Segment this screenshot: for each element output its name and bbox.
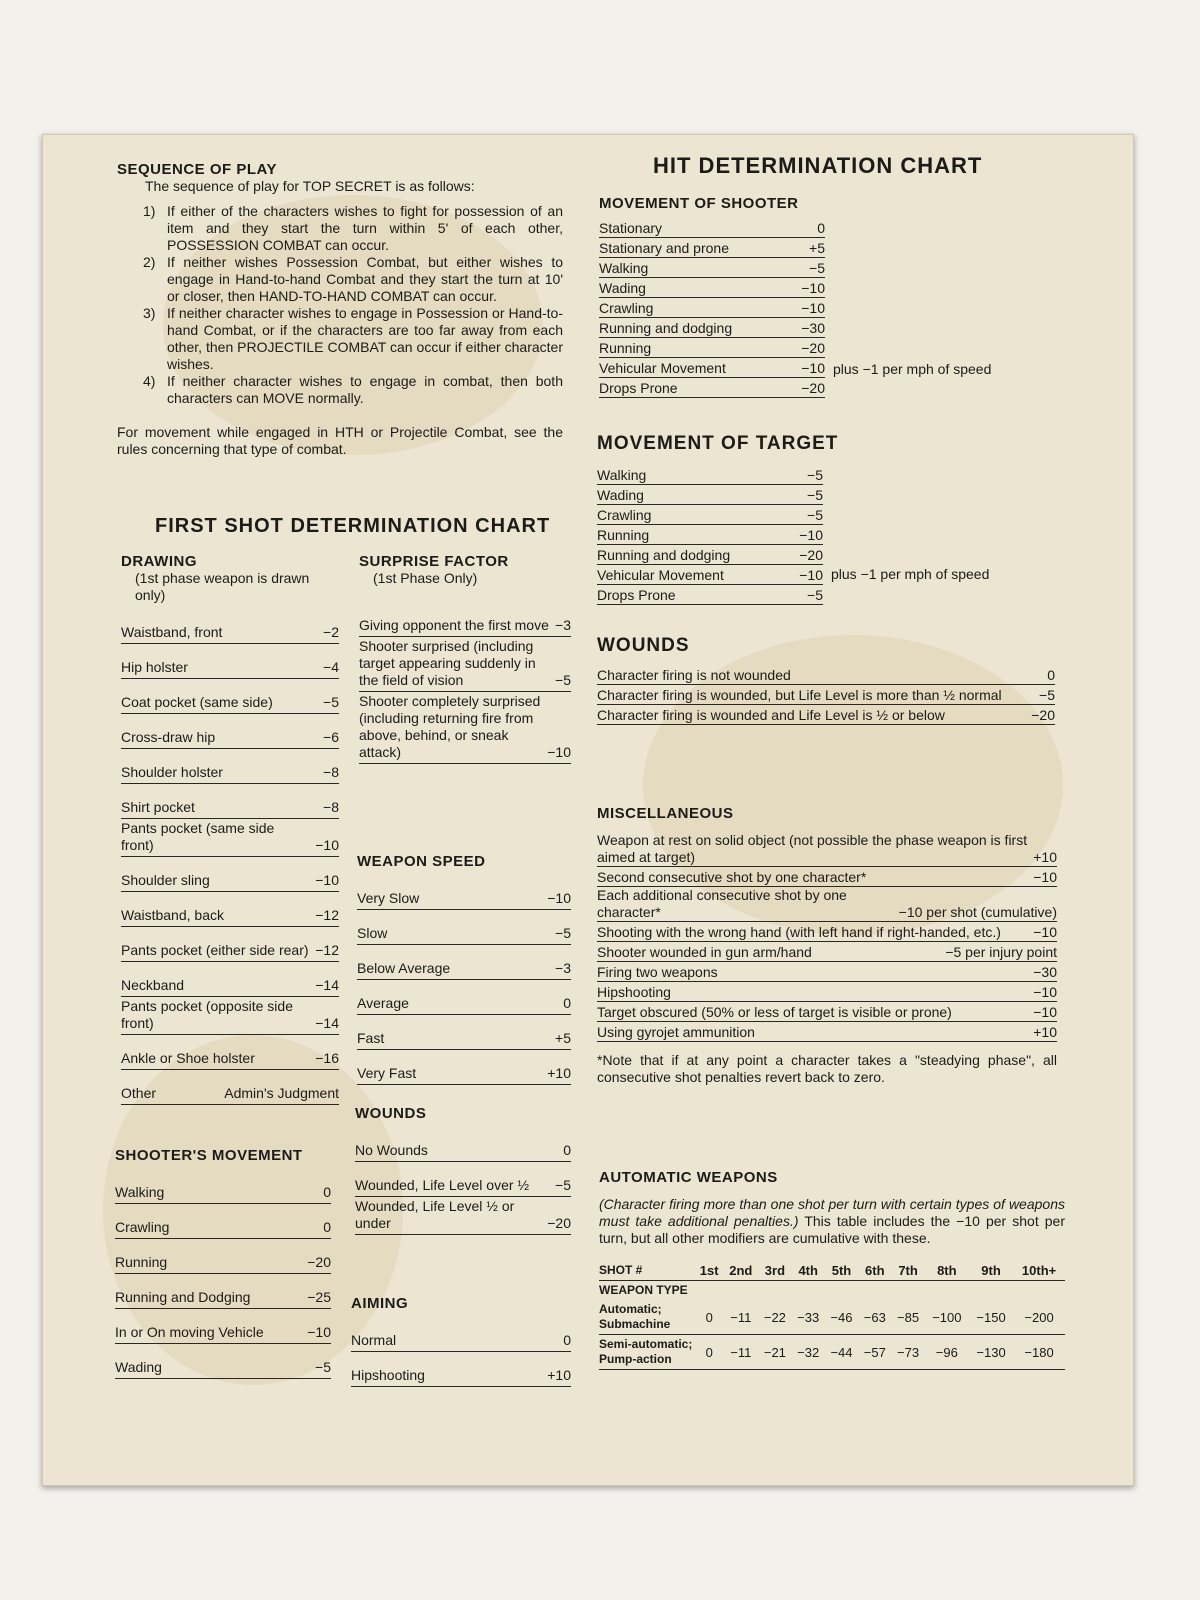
aiming-value: +10 [547, 1367, 571, 1383]
drawing-subtitle: (1st phase weapon is drawn only) [135, 570, 310, 603]
drawing-row [121, 963, 339, 997]
shooters-movement-value: −25 [307, 1289, 331, 1305]
drawing-value: −14 [315, 977, 339, 993]
sequence-step-text: If neither character wishes to engage in combat, then both characters can MOVE normally. [167, 373, 563, 406]
drawing-label: Pants pocket (either side rear) [121, 942, 309, 958]
shot-number: 5th [825, 1261, 858, 1281]
fs-wounds-row [355, 1163, 571, 1197]
hit-wounds-row [597, 685, 1055, 705]
drawing-value: −10 [315, 837, 339, 853]
hit-chart-title: HIT DETERMINATION CHART [653, 153, 983, 178]
sequence-title: SEQUENCE OF PLAY [117, 161, 277, 178]
surprise-label: Giving opponent the first move [359, 617, 549, 633]
misc-row [597, 962, 1057, 982]
misc-label: Weapon at rest on solid object (not possible the phase weapon is first aimed at target) [597, 832, 1028, 865]
movement-shooter-row [599, 278, 825, 298]
shooters-movement-row [115, 1170, 331, 1204]
penalty-value: −180 [1013, 1335, 1065, 1370]
drawing-row [121, 1071, 339, 1105]
shot-number: 9th [969, 1261, 1013, 1281]
drawing-row [121, 858, 339, 892]
hit-wounds-value: 0 [1047, 667, 1055, 683]
penalty-value: −150 [969, 1300, 1013, 1335]
penalty-value: −85 [891, 1300, 924, 1335]
movement-target-row [597, 585, 823, 605]
weapon-speed-label: Average [357, 995, 409, 1011]
penalty-value: −73 [891, 1335, 924, 1370]
weapon-speed-table [357, 876, 571, 1085]
shot-number: 6th [858, 1261, 891, 1281]
misc-label: Using gyrojet ammunition [597, 1024, 755, 1040]
penalty-value: −100 [925, 1300, 969, 1335]
drawing-title: DRAWING [121, 553, 197, 570]
movement-shooter-label: Stationary [599, 220, 663, 236]
drawing-row [121, 1036, 339, 1070]
movement-shooter-label: Running and dodging [599, 320, 733, 336]
drawing-value: −8 [323, 799, 339, 815]
movement-target-value: −5 [807, 587, 823, 603]
shooters-movement-label: Wading [115, 1359, 162, 1375]
shot-number: 8th [925, 1261, 969, 1281]
movement-target-row [597, 525, 823, 545]
weapon-speed-row [357, 981, 571, 1015]
surprise-label: Shooter completely surprised (including returning fire from above, behind, or sneak attack) [359, 693, 541, 760]
penalty-value: −46 [825, 1300, 858, 1335]
weapon-row [599, 1335, 1065, 1370]
weapon-name: Automatic; Submachine [599, 1300, 695, 1335]
weapon-speed-label: Below Average [357, 960, 451, 976]
misc-section [597, 805, 1057, 1086]
movement-shooter-value: +5 [809, 240, 825, 256]
aiming-section [351, 1295, 571, 1388]
movement-shooter-label: Vehicular Movement [599, 360, 726, 376]
weapon-speed-row [357, 946, 571, 980]
movement-target-row [597, 465, 823, 485]
misc-label: Shooter wounded in gun arm/hand [597, 944, 812, 960]
shooters-movement-row [115, 1275, 331, 1309]
weapon-type-label: WEAPON TYPE [599, 1283, 688, 1297]
penalty-value: −11 [723, 1335, 758, 1370]
penalty-value: −200 [1013, 1300, 1065, 1335]
drawing-label: Hip holster [121, 659, 188, 675]
shooters-movement-value: −5 [315, 1359, 331, 1375]
drawing-value: −6 [323, 729, 339, 745]
movement-shooter-label: Running [599, 340, 652, 356]
movement-target-label: Drops Prone [597, 587, 676, 603]
hit-wounds-section [597, 635, 1055, 725]
shooters-movement-row [115, 1310, 331, 1344]
shooters-movement-row [115, 1240, 331, 1274]
drawing-value: −5 [323, 694, 339, 710]
movement-shooter-label: Walking [599, 260, 649, 276]
fs-wounds-section [355, 1105, 571, 1236]
movement-shooter-title: MOVEMENT OF SHOOTER [599, 195, 799, 212]
shooters-movement-title: SHOOTER'S MOVEMENT [115, 1147, 303, 1164]
drawing-row [121, 645, 339, 679]
penalty-value: −22 [758, 1300, 791, 1335]
sequence-step-text: If neither wishes Possession Combat, but either wishes to engage in Hand-to-hand Combat and they start the turn at 10' or closer, then HAND-TO-HAND COMBAT can occur. [167, 254, 563, 304]
movement-shooter-row [599, 358, 825, 378]
drawing-row [121, 750, 339, 784]
fs-wounds-label: No Wounds [355, 1142, 428, 1158]
movement-target-value: −20 [799, 547, 823, 563]
shooters-movement-section [115, 1147, 331, 1380]
penalty-value: −21 [758, 1335, 791, 1370]
drawing-row [121, 785, 339, 819]
movement-target-label: Running [597, 527, 650, 543]
drawing-value: −16 [315, 1050, 339, 1066]
drawing-label: Other [121, 1085, 157, 1101]
shooters-movement-value: −10 [307, 1324, 331, 1340]
automatic-weapons-title: AUTOMATIC WEAPONS [599, 1169, 778, 1186]
movement-target-row [597, 565, 823, 585]
movement-shooter-label: Stationary and prone [599, 240, 729, 256]
automatic-weapons-desc-italic: (Character firing more than one shot per turn with certain types of weapons must take additional penalties.) [599, 1196, 1065, 1229]
drawing-label: Waistband, back [121, 907, 224, 923]
movement-shooter-row [599, 298, 825, 318]
weapon-speed-label: Slow [357, 925, 388, 941]
shooters-movement-label: Crawling [115, 1219, 170, 1235]
weapon-speed-value: −5 [555, 925, 571, 941]
movement-target-value: −5 [807, 467, 823, 483]
drawing-value: −12 [315, 907, 339, 923]
movement-shooter-value: −5 [809, 260, 825, 276]
sequence-intro: The sequence of play for TOP SECRET is as follows: [145, 178, 475, 194]
drawing-label: Pants pocket (same side front) [121, 820, 275, 853]
hit-wounds-label: Character firing is not wounded [597, 667, 791, 683]
drawing-row [121, 928, 339, 962]
drawing-table [121, 610, 339, 1105]
misc-row [597, 1002, 1057, 1022]
shot-number: 3rd [758, 1261, 791, 1281]
misc-row [597, 922, 1057, 942]
movement-shooter-row [599, 258, 825, 278]
weapon-speed-value: +5 [555, 1030, 571, 1046]
drawing-label: Cross-draw hip [121, 729, 216, 745]
misc-row [597, 867, 1057, 887]
automatic-weapons-desc [599, 1196, 1065, 1247]
drawing-row [121, 820, 339, 857]
penalty-value: −57 [858, 1335, 891, 1370]
aiming-label: Normal [351, 1332, 397, 1348]
weapon-speed-value: +10 [547, 1065, 571, 1081]
weapon-name: Semi-automatic; Pump-action [599, 1335, 695, 1370]
drawing-value: −10 [315, 872, 339, 888]
surprise-section [359, 553, 571, 765]
misc-value: −10 [1033, 1004, 1057, 1020]
drawing-value: Admin's Judgment [224, 1085, 339, 1101]
movement-target-row [597, 485, 823, 505]
surprise-row [359, 638, 571, 692]
movement-shooter-value: −10 [801, 360, 825, 376]
shot-header-row [599, 1261, 1065, 1281]
penalty-value: 0 [695, 1300, 723, 1335]
movement-target-row [597, 545, 823, 565]
movement-target-value: −5 [807, 487, 823, 503]
sequence-step-number: 4) [143, 373, 156, 389]
aiming-row [351, 1353, 571, 1387]
surprise-value: −10 [547, 744, 571, 760]
surprise-label: Shooter surprised (including target appearing suddenly in the field of vision [359, 638, 536, 688]
misc-row [597, 832, 1057, 867]
misc-title: MISCELLANEOUS [597, 805, 734, 822]
misc-table [597, 832, 1057, 1042]
movement-target-row [597, 505, 823, 525]
sequence-step-text: If neither character wishes to engage in Possession or Hand-to-hand Combat, or if the characters are too far away from each other, then PROJECTILE COMBAT can occur if either character wishes. [167, 305, 563, 372]
misc-value: −10 [1033, 869, 1057, 885]
penalty-value: −44 [825, 1335, 858, 1370]
movement-target-section [597, 433, 1037, 605]
drawing-label: Pants pocket (opposite side front) [121, 998, 293, 1031]
penalty-value: −63 [858, 1300, 891, 1335]
misc-value: −30 [1033, 964, 1057, 980]
misc-value: −10 per shot (cumulative) [898, 904, 1057, 920]
fs-wounds-value: −5 [555, 1177, 571, 1193]
shot-number: 1st [695, 1261, 723, 1281]
sequence-step [117, 254, 563, 305]
shooters-movement-label: In or On moving Vehicle [115, 1324, 264, 1340]
aiming-value: 0 [563, 1332, 571, 1348]
shooters-movement-label: Running and Dodging [115, 1289, 251, 1305]
movement-target-value: −5 [807, 507, 823, 523]
fs-wounds-row [355, 1198, 571, 1235]
penalty-value: −33 [792, 1300, 825, 1335]
weapon-speed-value: −3 [555, 960, 571, 976]
weapon-type-row [599, 1281, 1065, 1301]
misc-label: Firing two weapons [597, 964, 718, 980]
drawing-label: Neckband [121, 977, 185, 993]
drawing-label: Shoulder sling [121, 872, 210, 888]
drawing-section [121, 553, 339, 1106]
penalty-value: −32 [792, 1335, 825, 1370]
shooters-movement-label: Running [115, 1254, 168, 1270]
misc-value: +10 [1033, 849, 1057, 865]
movement-shooter-section [599, 195, 1039, 398]
hit-wounds-value: −20 [1031, 707, 1055, 723]
penalty-value: 0 [695, 1335, 723, 1370]
drawing-row [121, 715, 339, 749]
misc-label: Second consecutive shot by one character* [597, 869, 867, 885]
fs-wounds-label: Wounded, Life Level over ½ [355, 1177, 530, 1193]
misc-label: Hipshooting [597, 984, 671, 1000]
movement-target-title: MOVEMENT OF TARGET [597, 433, 839, 454]
drawing-value: −4 [323, 659, 339, 675]
movement-shooter-value: −20 [801, 380, 825, 396]
hit-wounds-value: −5 [1039, 687, 1055, 703]
shooters-movement-row [115, 1205, 331, 1239]
shooters-movement-value: −20 [307, 1254, 331, 1270]
weapon-speed-section [357, 853, 571, 1086]
movement-target-table [597, 465, 823, 605]
surprise-title: SURPRISE FACTOR [359, 553, 509, 570]
sequence-footer: For movement while engaged in HTH or Projectile Combat, see the rules concerning that type of combat. [117, 424, 563, 457]
weapon-speed-row [357, 876, 571, 910]
fs-wounds-value: 0 [563, 1142, 571, 1158]
movement-target-value: −10 [799, 567, 823, 583]
shot-number: 10th+ [1013, 1261, 1065, 1281]
sequence-step-number: 3) [143, 305, 156, 321]
drawing-row [121, 610, 339, 644]
sequence-step [117, 373, 563, 407]
penalty-value: −96 [925, 1335, 969, 1370]
automatic-weapons-desc-rest: This table includes the −10 per shot per turn, but all other modifiers are cumulative with these. [599, 1213, 1066, 1246]
drawing-row [121, 998, 339, 1035]
fs-wounds-label: Wounded, Life Level ½ or under [355, 1198, 515, 1231]
shooters-movement-value: 0 [323, 1219, 331, 1235]
misc-value: −10 [1033, 984, 1057, 1000]
shooters-movement-row [115, 1345, 331, 1379]
hit-wounds-row [597, 665, 1055, 685]
shooters-movement-label: Walking [115, 1184, 165, 1200]
shot-number: 7th [891, 1261, 924, 1281]
sequence-step [117, 305, 563, 373]
movement-shooter-row [599, 338, 825, 358]
hit-wounds-label: Character firing is wounded, but Life Level is more than ½ normal [597, 687, 1002, 703]
weapon-speed-row [357, 1051, 571, 1085]
weapon-speed-title: WEAPON SPEED [357, 853, 486, 870]
automatic-weapons-section [599, 1169, 1065, 1370]
drawing-row [121, 893, 339, 927]
first-shot-title: FIRST SHOT DETERMINATION CHART [155, 515, 551, 537]
surprise-value: −3 [555, 617, 571, 633]
misc-value: −10 [1033, 924, 1057, 940]
drawing-value: −8 [323, 764, 339, 780]
drawing-value: −12 [315, 942, 339, 958]
drawing-value: −2 [323, 624, 339, 640]
movement-shooter-value: −30 [801, 320, 825, 336]
aiming-row [351, 1318, 571, 1352]
sequence-step [117, 203, 563, 254]
misc-label: Shooting with the wrong hand (with left hand if right-handed, etc.) [597, 924, 1001, 940]
movement-shooter-row [599, 238, 825, 258]
movement-target-label: Running and dodging [597, 547, 731, 563]
shot-number: 4th [792, 1261, 825, 1281]
movement-shooter-value: −20 [801, 340, 825, 356]
movement-shooter-label: Drops Prone [599, 380, 678, 396]
movement-target-label: Wading [597, 487, 644, 503]
fs-wounds-title: WOUNDS [355, 1105, 427, 1122]
movement-shooter-row [599, 218, 825, 238]
weapon-speed-label: Very Slow [357, 890, 420, 906]
hit-wounds-title: WOUNDS [597, 635, 690, 656]
mt-vehicular-note: plus −1 per mph of speed [831, 566, 990, 582]
sequence-step-number: 1) [143, 203, 156, 219]
misc-row [597, 982, 1057, 1002]
drawing-label: Shoulder holster [121, 764, 223, 780]
fs-wounds-row [355, 1128, 571, 1162]
fs-wounds-value: −20 [547, 1215, 571, 1231]
movement-shooter-label: Wading [599, 280, 646, 296]
aiming-table [351, 1318, 571, 1387]
drawing-label: Shirt pocket [121, 799, 195, 815]
movement-shooter-row [599, 318, 825, 338]
weapon-speed-label: Fast [357, 1030, 385, 1046]
movement-shooter-label: Crawling [599, 300, 654, 316]
shot-number: 2nd [723, 1261, 758, 1281]
hit-wounds-table [597, 665, 1055, 725]
misc-row [597, 887, 1057, 922]
weapon-speed-value: −10 [547, 890, 571, 906]
penalty-value: −11 [723, 1300, 758, 1335]
sequence-of-play [117, 161, 563, 458]
weapon-speed-label: Very Fast [357, 1065, 417, 1081]
shot-label: SHOT # [599, 1261, 695, 1281]
movement-shooter-table [599, 218, 825, 398]
surprise-subtitle: (1st Phase Only) [373, 570, 478, 586]
movement-target-label: Walking [597, 467, 647, 483]
movement-shooter-value: 0 [817, 220, 825, 236]
rulebook-page [42, 134, 1134, 1486]
hit-wounds-label: Character firing is wounded and Life Level is ½ or below [597, 707, 945, 723]
automatic-weapons-table [599, 1261, 1065, 1370]
misc-label: Each additional consecutive shot by one character* [597, 887, 847, 920]
misc-value: +10 [1033, 1024, 1057, 1040]
aiming-label: Hipshooting [351, 1367, 425, 1383]
sequence-step-number: 2) [143, 254, 156, 270]
drawing-label: Coat pocket (same side) [121, 694, 273, 710]
surprise-row [359, 603, 571, 637]
surprise-value: −5 [555, 672, 571, 688]
weapon-speed-value: 0 [563, 995, 571, 1011]
weapon-speed-row [357, 1016, 571, 1050]
weapon-row [599, 1300, 1065, 1335]
weapon-speed-row [357, 911, 571, 945]
ms-vehicular-note: plus −1 per mph of speed [833, 361, 992, 377]
movement-target-value: −10 [799, 527, 823, 543]
surprise-row [359, 693, 571, 764]
movement-target-label: Vehicular Movement [597, 567, 724, 583]
drawing-label: Waistband, front [121, 624, 223, 640]
movement-shooter-value: −10 [801, 300, 825, 316]
movement-shooter-value: −10 [801, 280, 825, 296]
misc-row [597, 942, 1057, 962]
shooters-movement-value: 0 [323, 1184, 331, 1200]
surprise-table [359, 603, 571, 764]
movement-shooter-row [599, 378, 825, 398]
misc-label: Target obscured (50% or less of target is visible or prone) [597, 1004, 952, 1020]
misc-row [597, 1022, 1057, 1042]
drawing-row [121, 680, 339, 714]
drawing-value: −14 [315, 1015, 339, 1031]
movement-target-label: Crawling [597, 507, 652, 523]
fs-wounds-table [355, 1128, 571, 1235]
sequence-steps [117, 203, 563, 407]
sequence-step-text: If either of the characters wishes to fight for possession of an item and they start the turn within 5' of each other, POSSESSION COMBAT can occur. [167, 203, 563, 253]
misc-note: *Note that if at any point a character takes a "steadying phase", all consecutive shot penalties revert back to zero. [597, 1052, 1057, 1085]
shooters-movement-table [115, 1170, 331, 1379]
misc-value: −5 per injury point [945, 944, 1057, 960]
penalty-value: −130 [969, 1335, 1013, 1370]
drawing-label: Ankle or Shoe holster [121, 1050, 255, 1066]
aiming-title: AIMING [351, 1295, 409, 1312]
hit-wounds-row [597, 705, 1055, 725]
